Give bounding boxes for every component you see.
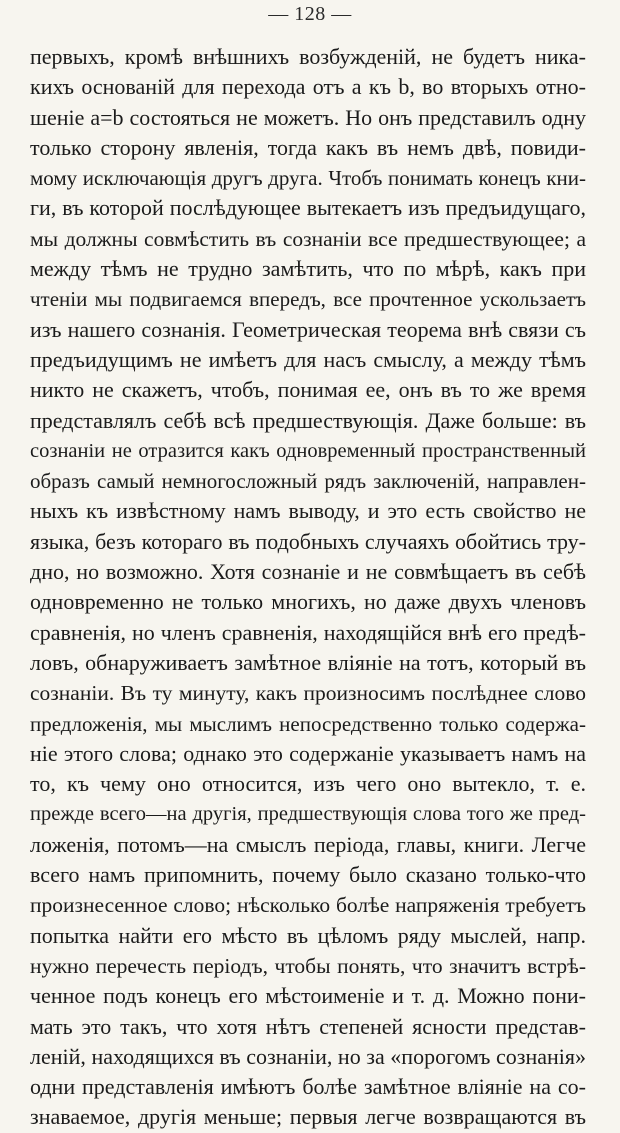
text-line: сравненія, но членъ сравненія, находящійся внѣ его предѣ- [30,619,586,645]
text-line: леній, находящихся въ сознаніи, но за «порогомъ сознанія» [30,1043,586,1069]
text-line: ги, въ которой послѣдующее вытекаетъ изъ предъидущаго, [30,195,586,221]
text-line: ложенія, потомъ—на смыслъ періода, главы, книги. Легче [30,831,586,857]
text-line: мому исключающія другъ друга. Чтобъ понимать конецъ кни- [30,166,586,191]
page-number: — 128 — [268,3,352,25]
text-line: сознаніи. Въ ту минуту, какъ произносимъ послѣднее слово [30,681,586,706]
text-line: кихъ основаній для перехода отъ a къ b, во вторыхъ отно- [30,74,586,100]
text-line: представлялъ себѣ всѣ предшествующія. Даже больше: въ [30,407,586,433]
text-line: прежде всего—на другія, предшествующія слова того же пред- [30,803,586,826]
text-line: мать это такъ, что хотя нѣтъ степеней ясности представ- [30,1013,586,1039]
text-line: всего намъ припомнить, почему было сказано только-что [30,862,586,888]
text-line: знаваемое, другія меньше; первыя легче возвращаются въ [30,1104,586,1130]
text-line: ныхъ къ извѣстному намъ выводу, и это есть свойство не [30,498,586,524]
text-line: нужно перечесть періодъ, чтобы понять, что значитъ встрѣ- [30,953,586,978]
body-text [30,42,586,1133]
text-line: произнесенное слово; нѣсколько болѣе напряженія требуетъ [30,893,586,918]
text-line: чтеніи мы подвигаемся впередъ, все прочтенное ускользаетъ [30,287,586,312]
text-line: ченное подъ конецъ его мѣстоименіе и т. д. Можно пони- [30,983,586,1009]
text-line: никто не скажетъ, чтобъ, понимая ее, онъ въ то же время [30,377,586,403]
text-line: сознаніи не отразится какъ одновременный пространственный [30,439,586,462]
text-line: между тѣмъ не трудно замѣтить, что по мѣрѣ, какъ при [30,256,586,282]
text-line: дно, но возможно. Хотя сознаніе и не совмѣщаетъ въ себѣ [30,559,586,585]
text-line: предложенія, мы мыслимъ непосредственно только содержа- [30,711,586,736]
text-line: ловъ, обнаруживаетъ замѣтное вліяніе на тотъ, который въ [30,649,586,675]
text-line: то, къ чему оно относится, изъ чего оно вытекло, т. е. [30,771,586,797]
text-line: ніе этого слова; однако это содержаніе указываетъ намъ на [30,740,586,766]
text-line: мы должны совмѣстить въ сознаніи все предшествующее; а [30,226,586,251]
text-line: первыхъ, кромѣ внѣшнихъ возбужденій, не будетъ ника- [30,44,586,69]
text-line: одни представленія имѣютъ болѣе замѣтное вліяніе на со- [30,1074,586,1100]
text-line: шеніе a=b состояться не можетъ. Но онъ представилъ одну [30,104,586,130]
text-line: только сторону явленія, тогда какъ въ немъ двѣ, повиди- [30,134,586,160]
text-line: образъ самый немногосложный рядъ заключеній, направлен- [30,469,586,494]
text-line: предъидущимъ не имѣетъ для насъ смыслу, а между тѣмъ [30,346,586,372]
text-line: языка, безъ котораго въ подобныхъ случаяхъ обойтись тру- [30,528,586,554]
text-line: изъ нашего сознанія. Геометрическая теорема внѣ связи съ [30,316,586,342]
text-line: попытка найти его мѣсто въ цѣломъ ряду мыслей, напр. [30,922,586,948]
text-line: одновременно не только многихъ, но даже двухъ членовъ [30,589,586,615]
